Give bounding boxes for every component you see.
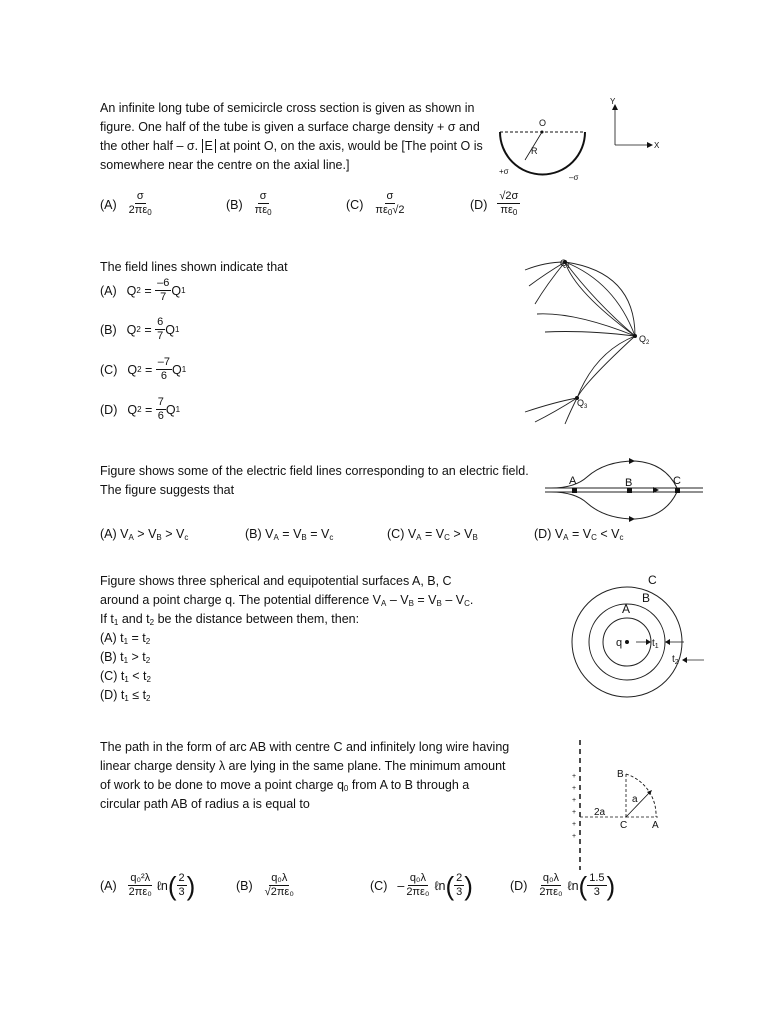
q1-question-text: An infinite long tube of semicircle cross section is given as shown in figure. One half of the tube is given a surface charge density + σ and the other half – σ. E at point O, on the axis, would be [The point O is somewhere near the centre on the axial line.] [100,101,483,172]
point-b-label: B [625,477,633,489]
point-c-label: C [673,475,681,487]
svg-text:+: + [572,821,577,828]
q5-option-b: (B) $\frac{\text{q₀λ}}{\text{√2πε₀}}$ [236,872,294,898]
q4-question-text: Figure shows three spherical and equipotential surfaces A, B, C around a point charge q. The potential difference $V_A - V_B = V_B - V_C$. If $t_1$ and $t_2$ be the distance between them, then: (A) $t_1 = t_2$ (B) $t_1 > t_2$ (C) $t_1 < t_2$ (D) $t_1 \le t_2$ [100,572,560,705]
q3-option-d: (D) $V_A = V_C < V_c$ [534,527,624,542]
svg-text:+: + [572,797,577,804]
q3-charge-label: $Q_3$ [577,398,588,410]
q4-option-a: (A) $t_1 = t_2$ [100,631,151,646]
surface-a-label: A [622,602,631,616]
charge-q-label: q [616,637,623,649]
q1-option-c: (C) $\frac{\sigma}{\pi\varepsilon_0√2}$ [346,190,405,217]
q2-question-text: The field lines shown indicate that [100,260,288,274]
q2-option-b: (B) Q 2 = $\frac{6}{7}$ Q 1 [100,316,180,342]
q3-field-lines-figure [545,455,705,525]
plus-sigma-label: +σ [499,167,509,176]
center-c-label: C [620,820,628,831]
radius-label: R [531,146,538,156]
q5-option-c: (C) – $\frac{\text{q₀λ}}{\text{2πε₀}}$ ℓn ( $\frac{2}{3}$ ) [370,870,473,901]
q2-charge-label: $Q_2$ [639,334,650,346]
vector-e-symbol: E [202,139,216,153]
svg-text:+: + [572,833,577,840]
q5-option-a: (A) $\frac{\text{q₀²λ}}{\text{2πε₀}}$ ℓn ( $\frac{2}{3}$ ) [100,870,196,901]
q1-option-b: (B) $\frac{\sigma}{\pi\varepsilon_0}$ [226,190,272,217]
q3-question-text: Figure shows some of the electric field lines corresponding to an electric field. The figure suggests that [100,464,529,497]
point-a-label: A [569,475,577,487]
q4-equipotential-figure [572,570,712,700]
q5-wire-arc-figure [570,740,660,870]
point-a-label: A [652,820,659,831]
point-b-label: B [617,769,624,780]
point-o-label: O [539,118,547,128]
q1-option-d: (D) $\frac{√2\sigma}{\pi\varepsilon_0}$ [470,190,519,217]
svg-text:+: + [572,773,577,780]
q1-semicircle-figure [495,97,675,190]
q5-option-d: (D) $\frac{\text{q₀λ}}{\text{2πε₀}}$ ℓn ( $\frac{1.5}{3}$ ) [510,870,616,901]
svg-text:+: + [572,785,577,792]
q1-option-a: (A) $\frac{\sigma}{2\pi\varepsilon_0}$ [100,190,152,217]
t2-label: $t_2$ [672,654,679,666]
q5-question-text: The path in the form of arc AB with centre C and infinitely long wire having linear charge density λ are lying in the same plane. The minimum amount of work to be done to move a point charge $q_0$ from A to B through a circular path AB of radius a is equal to [100,740,510,811]
surface-b-label: B [642,591,651,605]
radius-a-label: a [632,794,638,805]
t1-label: $t_1$ [652,638,659,650]
q3-option-c: (C) $V_A = V_C > V_B$ [387,527,478,542]
q1-charge-label: $Q_1$ [560,258,571,270]
y-axis-label: Y [610,97,616,106]
distance-2a-label: 2a [594,807,606,818]
q4-option-b: (B) $t_1 > t_2$ [100,650,151,665]
q2-option-a: (A) Q 2 = $\frac{-6}{7}$ Q 1 [100,277,186,303]
q2-option-d: (D) Q 2 = $\frac{7}{6}$ Q 1 [100,396,181,422]
q2-field-lines-figure [515,252,675,424]
surface-c-label: C [648,573,657,587]
q2-option-c: (C) Q 2 = $\frac{-7}{6}$ Q 1 [100,356,187,382]
q4-option-c: (C) $t_1 < t_2$ [100,669,151,684]
x-axis-label: X [654,141,660,150]
q3-option-b: (B) $V_A = V_B = V_c$ [245,527,334,542]
q3-option-a: (A) $V_A > V_B > V_c$ [100,527,189,542]
minus-sigma-label: –σ [569,173,579,182]
q4-option-d: (D) $t_1 \le t_2$ [100,688,151,703]
svg-text:+: + [572,809,577,816]
